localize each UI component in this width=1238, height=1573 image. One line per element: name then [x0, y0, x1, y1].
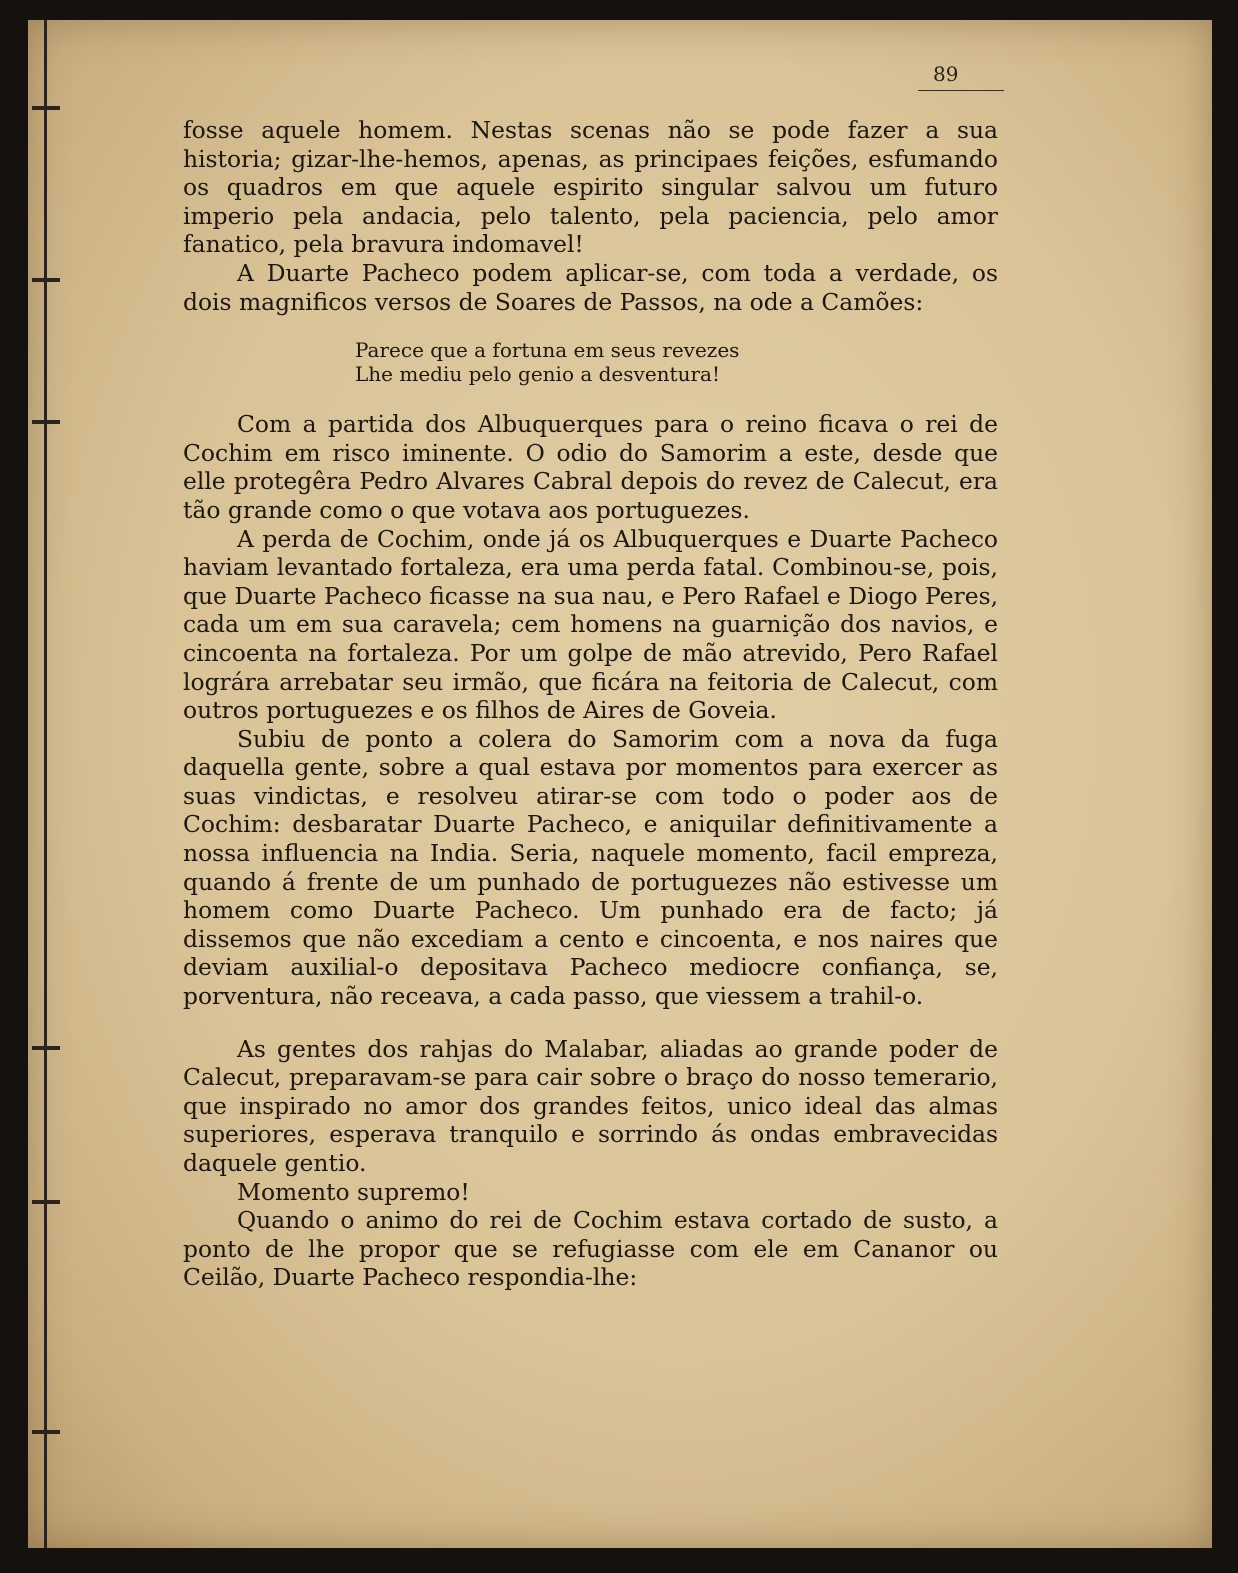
page-number: 89	[933, 62, 959, 86]
header-rule	[918, 90, 1004, 91]
paragraph: A perda de Cochim, onde já os Albuquerques e Duarte Pacheco haviam levantado fortaleza, era uma perda fatal. Combinou-se, pois, que Duarte Pacheco ficasse na sua nau, e Pero Rafael e Diogo Peres, cada um em sua caravela; cem homens na guarnição dos navios, e cincoenta na fortaleza. Por um golpe de mão atrevido, Pero Rafael lográra arrebatar seu irmão, que ficára na feitoria de Calecut, com outros portuguezes e os filhos de Aires de Goveia.	[183, 524, 999, 725]
binding-stitch	[32, 1430, 60, 1434]
paragraph: fosse aquele homem. Nestas scenas não se pode fazer a sua historia; gizar-lhe-hemos, apenas, as principaes feições, esfumando os quadros em que aquele espirito singular salvou um futuro imperio pela andacia, pelo talento, pela paciencia, pelo amor fanatico, pela bravura indomavel!	[183, 116, 998, 259]
verse-line: Lhe mediu pelo genio a desventura!	[355, 362, 720, 387]
binding-stitch	[32, 278, 60, 282]
binding-stitch	[32, 1046, 60, 1050]
binding-stitch	[32, 106, 60, 110]
paragraph: A Duarte Pacheco podem aplicar-se, com toda a verdade, os dois magnificos versos de Soares de Passos, na ode a Camões:	[183, 258, 998, 316]
binding-stitch	[32, 420, 60, 424]
paragraph: Subiu de ponto a colera do Samorim com a nova da fuga daquella gente, sobre a qual estava por momentos para exercer as suas vindictas, e resolveu atirar-se com todo o poder aos de Cochim: desbaratar Duarte Pacheco, e aniquilar definitivamente a nossa influencia na India. Seria, naquele momento, facil empreza, quando á frente de um punhado de portuguezes não estivesse um homem como Duarte Pacheco. Um punhado era de facto; já dissemos que não excediam a cento e cincoenta, e nos naires que deviam auxilial-o depositava Pacheco mediocre confiança, se, porventura, não receava, a cada passo, que viessem a trahil-o.	[183, 724, 998, 1011]
binding-stitch	[32, 1200, 60, 1204]
body-text	[183, 116, 998, 1292]
verse-quote	[355, 338, 998, 386]
paragraph: Quando o animo do rei de Cochim estava cortado de susto, a ponto de lhe propor que se refugiasse com ele em Cananor ou Ceilão, Duarte Pacheco respondia-lhe:	[183, 1206, 998, 1292]
verse-line: Parece que a fortuna em seus revezes	[355, 338, 740, 363]
book-page	[28, 20, 1212, 1548]
paragraph: As gentes dos rahjas do Malabar, aliadas ao grande poder de Calecut, preparavam-se para cair sobre o braço do nosso temerario, que inspirado no amor dos grandes feitos, unico ideal das almas superiores, esperava tranquilo e sorrindo ás ondas embravecidas daquele gentio.	[183, 1034, 998, 1177]
paragraph: Momento supremo!	[237, 1177, 470, 1206]
paragraph: Com a partida dos Albuquerques para o reino ficava o rei de Cochim em risco iminente. O odio do Samorim a este, desde que elle protegêra Pedro Alvares Cabral depois do revez de Calecut, era tão grande como o que votava aos portuguezes.	[183, 410, 998, 524]
binding-thread	[44, 20, 47, 1548]
